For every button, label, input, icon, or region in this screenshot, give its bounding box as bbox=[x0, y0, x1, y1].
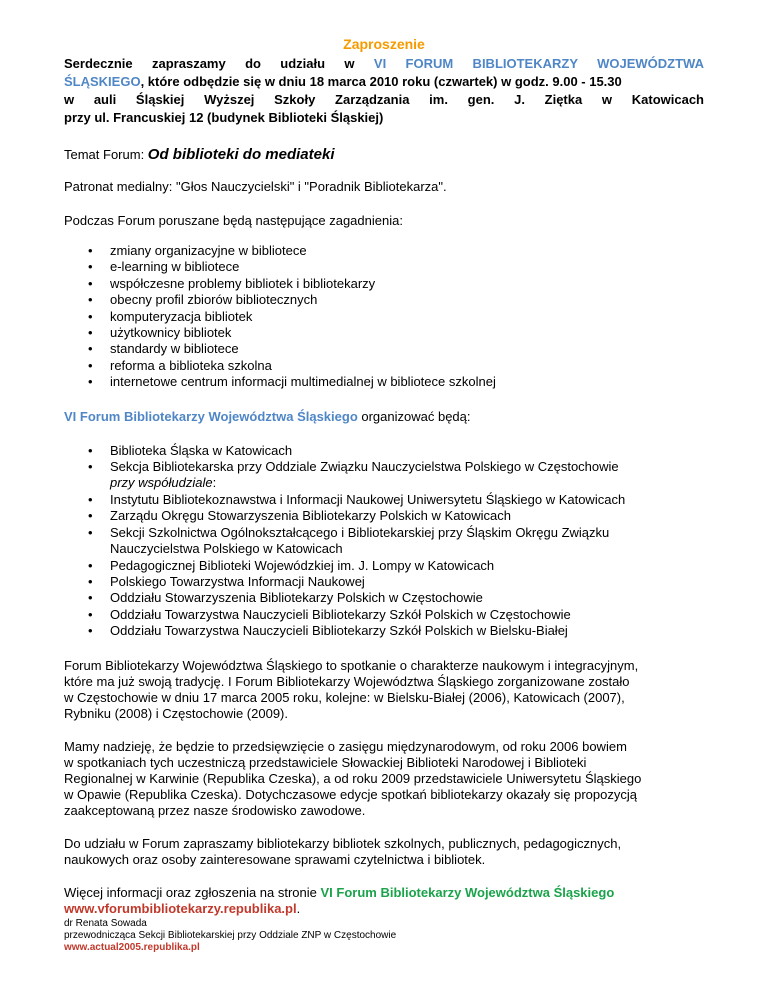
bullet-icon: • bbox=[88, 292, 93, 308]
list-item: • Sekcji Szkolnictwa Ogólnokształcącego i Bibliotekarskiej przy Śląskim Okręgu Związku Nauczycielstwa Polskiego w Katowicach bbox=[88, 524, 610, 557]
organizers-list bbox=[64, 443, 704, 640]
invitation-paragraph: Do udziału w Forum zapraszamy bibliotekarzy bibliotek szkolnych, publicznych, pedagogicznych, naukowych oraz osoby zainteresowane sprawami czytelnictwa i bibliotek. bbox=[64, 835, 622, 867]
list-item: • Biblioteka Śląska w Katowicach bbox=[88, 442, 293, 458]
bullet-icon: • bbox=[88, 374, 93, 390]
bullet-icon: • bbox=[88, 325, 93, 341]
author-website-link[interactable]: www.actual2005.republika.pl bbox=[64, 942, 200, 953]
bullet-icon: • bbox=[88, 459, 93, 475]
list-item: • e-learning w bibliotece bbox=[88, 259, 240, 275]
list-item: • Oddziału Stowarzyszenia Bibliotekarzy Polskich w Częstochowie bbox=[88, 590, 483, 606]
bullet-icon: • bbox=[88, 491, 93, 507]
list-item: • internetowe centrum informacji multimedialnej w bibliotece szkolnej bbox=[88, 374, 496, 390]
list-item: • standardy w bibliotece bbox=[88, 341, 239, 357]
list-item: • użytkownicy bibliotek bbox=[88, 325, 232, 341]
co-organizers-note: przy współudziale bbox=[110, 475, 213, 491]
topics-intro: Podczas Forum poruszane będą następujące zagadnienia: bbox=[64, 213, 403, 228]
theme-value: Od biblioteki do mediateki bbox=[147, 146, 335, 163]
author-role: przewodnicząca Sekcji Bibliotekarskiej przy Oddziale ZNP w Częstochowie bbox=[64, 930, 397, 941]
list-item: • Instytutu Bibliotekoznawstwa i Informacji Naukowej Uniwersytetu Śląskiego w Katowicach bbox=[88, 491, 626, 507]
topics-list bbox=[64, 243, 704, 391]
intro-line-3: w auli Śląskiej Wyższej Szkoły Zarządzania im. gen. J. Ziętka w Katowicach bbox=[64, 92, 704, 107]
forum-theme bbox=[64, 147, 704, 163]
forum-name: VI Forum Bibliotekarzy Województwa Śląskiego bbox=[64, 408, 358, 424]
intro-line-1 bbox=[64, 55, 704, 73]
list-item: • Oddziału Towarzystwa Nauczycieli Bibliotekarzy Szkół Polskich w Częstochowie bbox=[88, 606, 571, 622]
forum-name-highlight: VI FORUM BIBLIOTEKARZY WOJEWÓDZTWA bbox=[373, 56, 704, 71]
intro-text: Serdecznie zapraszamy do udziału w bbox=[64, 56, 374, 71]
list-item: • Oddziału Towarzystwa Nauczycieli Bibliotekarzy Szkół Polskich w Bielsku-Białej bbox=[88, 623, 568, 639]
list-item: • Polskiego Towarzystwa Informacji Naukowej bbox=[88, 573, 365, 589]
bullet-icon: • bbox=[88, 524, 93, 540]
bullet-icon: • bbox=[88, 275, 93, 291]
bullet-icon: • bbox=[88, 508, 93, 524]
forum-website-link[interactable]: www.vforumbibliotekarzy.republika.pl bbox=[64, 900, 297, 916]
bullet-icon: • bbox=[88, 308, 93, 324]
forum-name-highlight-2: ŚLĄSKIEGO bbox=[64, 74, 141, 89]
intro-line-4: przy ul. Francuskiej 12 (budynek Biblioteki Śląskiej) bbox=[64, 110, 384, 125]
list-item: • Zarządu Okręgu Stowarzyszenia Bibliotekarzy Polskich w Katowicach bbox=[88, 508, 512, 524]
international-paragraph: Mamy nadzieję, że będzie to przedsięwzięcie o zasięgu międzynarodowym, od roku 2006 bowiem w spotkaniach tych uczestniczą przedstawiciele Słowackiej Biblioteki Narodowej i Biblioteki Regionalnej w Karwinie (Republika Czeska), a od roku 2009 przedstawiciele Uniwersytetu Śląskiego w Opawie (Republika Czeska). Dotychczasowe edycje spotkań bibliotekarzy okazały się propozycją zaakceptowaną przez nasze środowisko zawodowe. bbox=[64, 738, 642, 818]
bullet-icon: • bbox=[88, 259, 93, 275]
intro-line-2 bbox=[64, 73, 704, 91]
invitation-title: Zaproszenie bbox=[343, 36, 425, 52]
intro-date: , które odbędzie się w dniu 18 marca 2010 roku (czwartek) w godz. 9.00 - 15.30 bbox=[140, 74, 622, 89]
bullet-icon: • bbox=[88, 557, 93, 573]
bullet-icon: • bbox=[88, 341, 93, 357]
patronage: Patronat medialny: "Głos Nauczycielski" i "Poradnik Bibliotekarza". bbox=[64, 179, 447, 194]
intro-paragraph bbox=[64, 55, 704, 127]
theme-label: Temat Forum: bbox=[64, 147, 148, 162]
bullet-icon: • bbox=[88, 623, 93, 639]
list-item: • współczesne problemy bibliotek i bibliotekarzy bbox=[88, 275, 376, 291]
bullet-icon: • bbox=[88, 357, 93, 373]
list-item: • komputeryzacja bibliotek bbox=[88, 308, 253, 324]
footer-signature bbox=[64, 918, 396, 954]
bullet-icon: • bbox=[88, 442, 93, 458]
list-item: • obecny profil zbiorów bibliotecznych bbox=[88, 292, 318, 308]
list-item: • zmiany organizacyjne w bibliotece bbox=[88, 243, 307, 258]
list-item: • Sekcja Bibliotekarska przy Oddziale Związku Nauczycielstwa Polskiego w Częstochowie przy współudziale: bbox=[88, 459, 619, 491]
author-name: dr Renata Sowada bbox=[64, 918, 147, 929]
bullet-icon: • bbox=[88, 573, 93, 589]
forum-name-link-text: VI Forum Bibliotekarzy Województwa Śląskiego bbox=[320, 884, 615, 900]
document-page bbox=[64, 36, 704, 917]
more-info: Więcej informacji oraz zgłoszenia na stronie VI Forum Bibliotekarzy Województwa Śląskiego www.vforumbibliotekarzy.republika.pl. bbox=[64, 884, 615, 916]
bullet-icon: • bbox=[88, 606, 93, 622]
bullet-icon: • bbox=[88, 590, 93, 606]
list-item: • reforma a biblioteka szkolna bbox=[88, 357, 272, 373]
history-paragraph: Forum Bibliotekarzy Województwa Śląskiego to spotkanie o charakterze naukowym i integracyjnym, które ma już swoją tradycję. I Forum Bibliotekarzy Województwa Śląskiego zorganizowane zostało w Częstochowie w dniu 17 marca 2005 roku, kolejne: w Bielsku-Białej (2006), Katowicach (2007), Rybniku (2008) i Częstochowie (2009). bbox=[64, 657, 639, 721]
organizers-intro: VI Forum Bibliotekarzy Województwa Śląskiego organizować będą: bbox=[64, 408, 471, 424]
bullet-icon: • bbox=[88, 243, 93, 258]
list-item: • Pedagogicznej Biblioteki Wojewódzkiej im. J. Lompy w Katowicach bbox=[88, 557, 495, 573]
